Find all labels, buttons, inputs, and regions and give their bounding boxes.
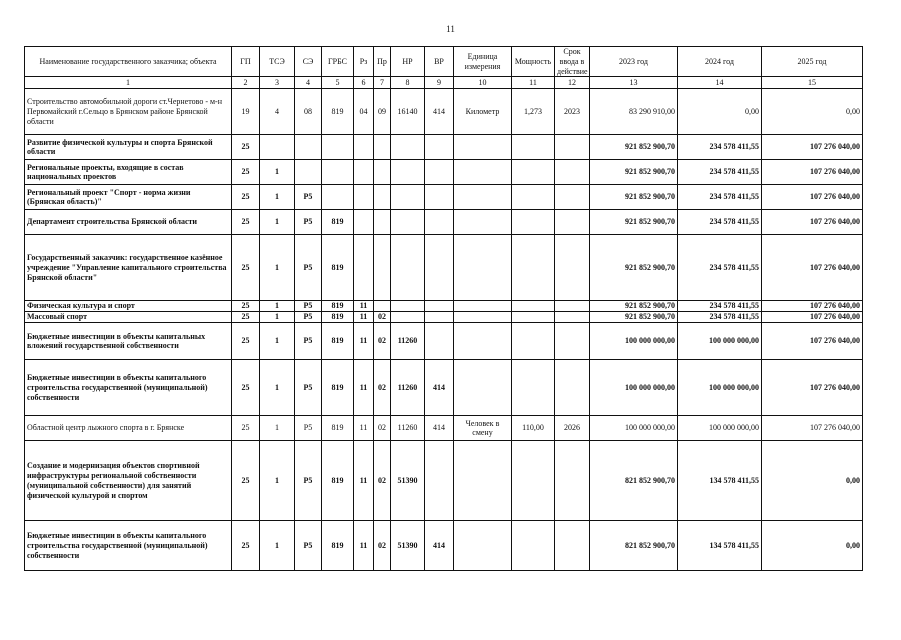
table-cell: 1 bbox=[260, 235, 295, 301]
table-cell: 02 bbox=[374, 416, 391, 441]
table-cell: 921 852 900,70 bbox=[590, 185, 678, 210]
table-cell: 1 bbox=[260, 323, 295, 360]
table-cell bbox=[425, 441, 454, 521]
col-number: 9 bbox=[425, 77, 454, 89]
table-cell: Р5 bbox=[295, 441, 322, 521]
table-cell bbox=[354, 235, 374, 301]
table-cell: 107 276 040,00 bbox=[762, 160, 863, 185]
row-name-cell: Бюджетные инвестиции в объекты капитального строительства государственной (муниципальной) собственности bbox=[25, 521, 232, 571]
table-cell bbox=[295, 135, 322, 160]
table-cell: 1,273 bbox=[512, 89, 555, 135]
table-cell bbox=[425, 235, 454, 301]
table-cell bbox=[391, 235, 425, 301]
header-tse: ТСЭ bbox=[260, 47, 295, 77]
col-number: 13 bbox=[590, 77, 678, 89]
table-cell bbox=[322, 160, 354, 185]
table-cell: 1 bbox=[260, 185, 295, 210]
table-cell: 51390 bbox=[391, 441, 425, 521]
table-cell: 234 578 411,55 bbox=[678, 135, 762, 160]
table-body bbox=[25, 89, 863, 571]
table-cell: 25 bbox=[232, 441, 260, 521]
table-cell: 11 bbox=[354, 416, 374, 441]
table-cell: 921 852 900,70 bbox=[590, 135, 678, 160]
table-cell: 100 000 000,00 bbox=[678, 323, 762, 360]
header-nr: НР bbox=[391, 47, 425, 77]
column-number-row bbox=[25, 77, 863, 89]
table-cell: 16140 bbox=[391, 89, 425, 135]
table-cell bbox=[512, 323, 555, 360]
table-cell: 02 bbox=[374, 521, 391, 571]
table-cell bbox=[512, 135, 555, 160]
col-number: 10 bbox=[454, 77, 512, 89]
table-cell bbox=[425, 312, 454, 323]
header-rz: Рз bbox=[354, 47, 374, 77]
col-number: 7 bbox=[374, 77, 391, 89]
table-cell bbox=[322, 185, 354, 210]
table-cell: 107 276 040,00 bbox=[762, 135, 863, 160]
table-cell: 25 bbox=[232, 160, 260, 185]
col-number: 11 bbox=[512, 77, 555, 89]
table-cell: 134 578 411,55 bbox=[678, 441, 762, 521]
table-cell: 921 852 900,70 bbox=[590, 301, 678, 312]
table-cell: 1 bbox=[260, 521, 295, 571]
table-cell bbox=[512, 235, 555, 301]
table-cell bbox=[374, 210, 391, 235]
table-cell bbox=[512, 360, 555, 416]
table-cell: 921 852 900,70 bbox=[590, 160, 678, 185]
table-cell: 921 852 900,70 bbox=[590, 312, 678, 323]
table-cell: 1 bbox=[260, 441, 295, 521]
table-cell: 08 bbox=[295, 89, 322, 135]
row-name-cell: Развитие физической культуры и спорта Брянской области bbox=[25, 135, 232, 160]
header-row bbox=[25, 47, 863, 77]
table-cell bbox=[374, 235, 391, 301]
table-cell bbox=[391, 312, 425, 323]
header-2024: 2024 год bbox=[678, 47, 762, 77]
table-cell: Р5 bbox=[295, 323, 322, 360]
table-cell: 234 578 411,55 bbox=[678, 312, 762, 323]
table-cell bbox=[555, 235, 590, 301]
table-cell bbox=[512, 312, 555, 323]
table-cell: 11260 bbox=[391, 323, 425, 360]
table-cell: 25 bbox=[232, 521, 260, 571]
table-cell bbox=[425, 323, 454, 360]
table-cell: 1 bbox=[260, 210, 295, 235]
table-cell: 09 bbox=[374, 89, 391, 135]
table-cell bbox=[454, 185, 512, 210]
table-cell: 25 bbox=[232, 235, 260, 301]
col-number: 3 bbox=[260, 77, 295, 89]
table-cell: Р5 bbox=[295, 185, 322, 210]
table-row bbox=[25, 160, 863, 185]
table-cell: 819 bbox=[322, 441, 354, 521]
table-cell: 25 bbox=[232, 185, 260, 210]
table-cell bbox=[454, 135, 512, 160]
table-cell: 100 000 000,00 bbox=[590, 323, 678, 360]
table-cell bbox=[425, 301, 454, 312]
row-name-cell: Областной центр лыжного спорта в г. Брянске bbox=[25, 416, 232, 441]
table-cell: 110,00 bbox=[512, 416, 555, 441]
table-cell: 107 276 040,00 bbox=[762, 235, 863, 301]
table-cell: 819 bbox=[322, 521, 354, 571]
table-cell bbox=[425, 135, 454, 160]
table-cell: 100 000 000,00 bbox=[678, 416, 762, 441]
table-cell: Р5 bbox=[295, 235, 322, 301]
header-2023: 2023 год bbox=[590, 47, 678, 77]
table-cell: 0,00 bbox=[678, 89, 762, 135]
table-cell bbox=[354, 185, 374, 210]
table-cell: 02 bbox=[374, 312, 391, 323]
table-cell bbox=[391, 210, 425, 235]
table-cell: 1 bbox=[260, 416, 295, 441]
table-cell: 100 000 000,00 bbox=[590, 360, 678, 416]
table-cell: Километр bbox=[454, 89, 512, 135]
table-cell bbox=[512, 301, 555, 312]
table-cell: 819 bbox=[322, 416, 354, 441]
header-gp: ГП bbox=[232, 47, 260, 77]
table-cell bbox=[454, 210, 512, 235]
table-cell: 821 852 900,70 bbox=[590, 521, 678, 571]
table-cell: 819 bbox=[322, 235, 354, 301]
col-number: 6 bbox=[354, 77, 374, 89]
table-cell bbox=[555, 312, 590, 323]
header-commission-date: Срок ввода в действие bbox=[555, 47, 590, 77]
table-row bbox=[25, 135, 863, 160]
table-cell: 11 bbox=[354, 521, 374, 571]
table-cell bbox=[354, 135, 374, 160]
table-cell bbox=[260, 135, 295, 160]
col-number: 5 bbox=[322, 77, 354, 89]
table-cell: 134 578 411,55 bbox=[678, 521, 762, 571]
table-cell: 819 bbox=[322, 89, 354, 135]
budget-table bbox=[24, 46, 863, 571]
table-cell bbox=[555, 301, 590, 312]
header-2025: 2025 год bbox=[762, 47, 863, 77]
table-cell: 2026 bbox=[555, 416, 590, 441]
table-cell: 83 290 910,00 bbox=[590, 89, 678, 135]
table-cell: Р5 bbox=[295, 521, 322, 571]
table-cell: 107 276 040,00 bbox=[762, 323, 863, 360]
table-cell: 19 bbox=[232, 89, 260, 135]
table-cell: 02 bbox=[374, 360, 391, 416]
table-cell: 819 bbox=[322, 323, 354, 360]
table-cell bbox=[512, 210, 555, 235]
table-cell bbox=[374, 160, 391, 185]
table-cell: 11 bbox=[354, 312, 374, 323]
col-number: 1 bbox=[25, 77, 232, 89]
table-cell bbox=[391, 135, 425, 160]
row-name-cell: Бюджетные инвестиции в объекты капитальных вложений государственной собственности bbox=[25, 323, 232, 360]
table-cell: 921 852 900,70 bbox=[590, 235, 678, 301]
table-cell bbox=[454, 235, 512, 301]
table-cell: 234 578 411,55 bbox=[678, 235, 762, 301]
table-cell: 107 276 040,00 bbox=[762, 185, 863, 210]
table-cell: 234 578 411,55 bbox=[678, 160, 762, 185]
row-name-cell: Региональный проект "Спорт - норма жизни (Брянская область)" bbox=[25, 185, 232, 210]
table-cell bbox=[454, 160, 512, 185]
table-cell: 25 bbox=[232, 416, 260, 441]
table-cell: 414 bbox=[425, 416, 454, 441]
row-name-cell: Бюджетные инвестиции в объекты капитального строительства государственной (муниципальной) собственности bbox=[25, 360, 232, 416]
table-row bbox=[25, 521, 863, 571]
table-cell bbox=[322, 135, 354, 160]
table-cell: 11260 bbox=[391, 360, 425, 416]
table-cell: 25 bbox=[232, 301, 260, 312]
table-row bbox=[25, 441, 863, 521]
table-cell: 25 bbox=[232, 312, 260, 323]
table-cell bbox=[391, 185, 425, 210]
table-cell bbox=[374, 301, 391, 312]
table-row bbox=[25, 210, 863, 235]
table-cell: 04 bbox=[354, 89, 374, 135]
table-cell: 25 bbox=[232, 135, 260, 160]
table-cell: 819 bbox=[322, 210, 354, 235]
table-cell: 11 bbox=[354, 360, 374, 416]
table-cell: Р5 bbox=[295, 312, 322, 323]
table-cell bbox=[374, 185, 391, 210]
table-cell bbox=[555, 160, 590, 185]
table-cell bbox=[512, 185, 555, 210]
row-name-cell: Массовый спорт bbox=[25, 312, 232, 323]
table-cell: 819 bbox=[322, 360, 354, 416]
table-cell: 51390 bbox=[391, 521, 425, 571]
header-capacity: Мощность bbox=[512, 47, 555, 77]
table-cell bbox=[555, 210, 590, 235]
table-cell: 819 bbox=[322, 312, 354, 323]
row-name-cell: Государственный заказчик: государственное казённое учреждение "Управление капитального строительства Брянской области" bbox=[25, 235, 232, 301]
table-cell: 414 bbox=[425, 521, 454, 571]
table-cell bbox=[425, 185, 454, 210]
table-cell: 02 bbox=[374, 441, 391, 521]
table-cell: 1 bbox=[260, 360, 295, 416]
table-cell bbox=[454, 301, 512, 312]
table-cell: Р5 bbox=[295, 301, 322, 312]
table-row bbox=[25, 323, 863, 360]
table-cell: 107 276 040,00 bbox=[762, 210, 863, 235]
table-cell: 4 bbox=[260, 89, 295, 135]
table-cell: 821 852 900,70 bbox=[590, 441, 678, 521]
table-cell: 414 bbox=[425, 360, 454, 416]
table-cell: 11260 bbox=[391, 416, 425, 441]
table-cell: 107 276 040,00 bbox=[762, 312, 863, 323]
row-name-cell: Строительство автомобильной дороги ст.Чернетово - м-н Первомайский г.Сельцо в Брянском районе Брянской области bbox=[25, 89, 232, 135]
table-cell: 921 852 900,70 bbox=[590, 210, 678, 235]
table-cell: 11 bbox=[354, 441, 374, 521]
header-grbs: ГРБС bbox=[322, 47, 354, 77]
table-cell bbox=[512, 441, 555, 521]
table-cell: 25 bbox=[232, 210, 260, 235]
table-cell bbox=[391, 160, 425, 185]
table-cell: 234 578 411,55 bbox=[678, 185, 762, 210]
table-row bbox=[25, 89, 863, 135]
table-row bbox=[25, 235, 863, 301]
header-name: Наименование государственного заказчика; объекта bbox=[25, 47, 232, 77]
table-cell: 234 578 411,55 bbox=[678, 210, 762, 235]
table-cell bbox=[555, 323, 590, 360]
table-cell bbox=[512, 160, 555, 185]
table-cell: 2023 bbox=[555, 89, 590, 135]
table-cell bbox=[454, 323, 512, 360]
table-cell bbox=[555, 360, 590, 416]
table-cell: 1 bbox=[260, 312, 295, 323]
table-cell: 100 000 000,00 bbox=[678, 360, 762, 416]
table-cell: 0,00 bbox=[762, 441, 863, 521]
col-number: 14 bbox=[678, 77, 762, 89]
table-cell bbox=[454, 360, 512, 416]
table-row bbox=[25, 312, 863, 323]
table-cell: 02 bbox=[374, 323, 391, 360]
table-row bbox=[25, 360, 863, 416]
page-number: 11 bbox=[446, 24, 455, 34]
row-name-cell: Департамент строительства Брянской области bbox=[25, 210, 232, 235]
table-cell bbox=[454, 521, 512, 571]
table-cell bbox=[354, 160, 374, 185]
table-cell: 414 bbox=[425, 89, 454, 135]
table-cell: 11 bbox=[354, 301, 374, 312]
table-cell: Р5 bbox=[295, 360, 322, 416]
table-cell: 0,00 bbox=[762, 89, 863, 135]
table-cell: Р5 bbox=[295, 210, 322, 235]
row-name-cell: Физическая культура и спорт bbox=[25, 301, 232, 312]
table-cell: 1 bbox=[260, 301, 295, 312]
table-cell: 0,00 bbox=[762, 521, 863, 571]
table-cell bbox=[454, 312, 512, 323]
table-cell: 25 bbox=[232, 360, 260, 416]
table-cell bbox=[454, 441, 512, 521]
table-cell bbox=[374, 135, 391, 160]
table-cell: 100 000 000,00 bbox=[590, 416, 678, 441]
table-cell bbox=[425, 160, 454, 185]
table-cell: 11 bbox=[354, 323, 374, 360]
table-row bbox=[25, 301, 863, 312]
table-row bbox=[25, 185, 863, 210]
table-cell bbox=[555, 441, 590, 521]
header-se: СЭ bbox=[295, 47, 322, 77]
row-name-cell: Создание и модернизация объектов спортивной инфраструктуры региональной собственности (муниципальной собственности) для занятий физической культурой и спортом bbox=[25, 441, 232, 521]
table-cell: 234 578 411,55 bbox=[678, 301, 762, 312]
table-cell bbox=[555, 185, 590, 210]
col-number: 4 bbox=[295, 77, 322, 89]
table-cell bbox=[555, 135, 590, 160]
table-cell bbox=[295, 160, 322, 185]
table-cell: 107 276 040,00 bbox=[762, 301, 863, 312]
table-cell: 107 276 040,00 bbox=[762, 360, 863, 416]
header-unit: Единица измерения bbox=[454, 47, 512, 77]
table-cell: Человек в смену bbox=[454, 416, 512, 441]
table-row bbox=[25, 416, 863, 441]
table-cell bbox=[354, 210, 374, 235]
table-cell: 1 bbox=[260, 160, 295, 185]
col-number: 2 bbox=[232, 77, 260, 89]
header-vr: ВР bbox=[425, 47, 454, 77]
col-number: 15 bbox=[762, 77, 863, 89]
row-name-cell: Региональные проекты, входящие в состав национальных проектов bbox=[25, 160, 232, 185]
table-cell: 107 276 040,00 bbox=[762, 416, 863, 441]
table-cell: 25 bbox=[232, 323, 260, 360]
col-number: 8 bbox=[391, 77, 425, 89]
table-cell bbox=[512, 521, 555, 571]
table-cell: 819 bbox=[322, 301, 354, 312]
header-pr: Пр bbox=[374, 47, 391, 77]
table-cell bbox=[425, 210, 454, 235]
table-cell bbox=[555, 521, 590, 571]
table-cell bbox=[391, 301, 425, 312]
col-number: 12 bbox=[555, 77, 590, 89]
table-cell: Р5 bbox=[295, 416, 322, 441]
